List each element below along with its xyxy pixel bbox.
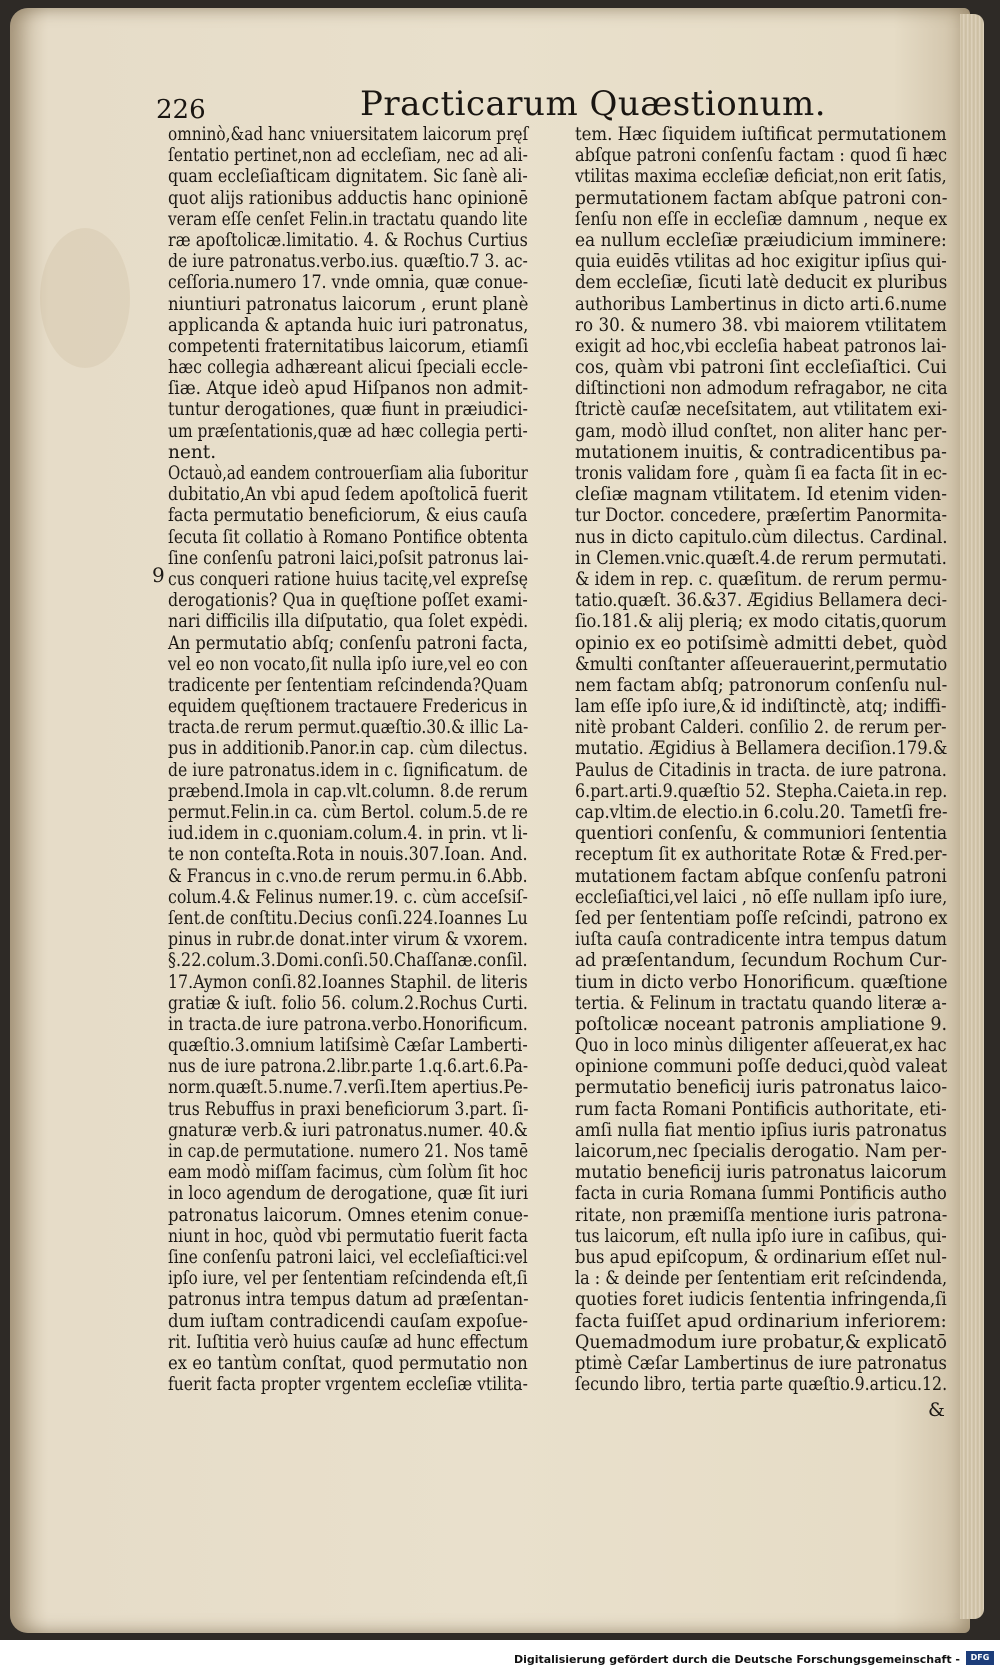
text-line: tertia. & Felinum in tractatu quando literæ a- [575, 992, 947, 1014]
text-line: §.22.colum.3.Domi.conſi.50.Chaſſanæ.conſil. [168, 950, 528, 972]
text-line: diſtinctioni non admodum refragabor, ne cita [575, 378, 948, 400]
text-line: ipſo iure, vel per ſententiam reſcindenda eſt,ſi [168, 1268, 528, 1290]
text-line: hæc collegia adhæreant alicui ſpeciali eccle- [168, 357, 529, 379]
text-line: gratiæ & iuſt. folio 56. colum.2.Rochus Curti. [168, 992, 528, 1014]
text-line: tracta.de rerum permut.quæſtio.30.& illic La- [168, 717, 529, 739]
text-line: pus in additionib.Panor.in cap. cùm dilectus. [168, 738, 528, 760]
text-line: tronis validam fore , quàm ſi ea facta ſit in ec- [575, 463, 948, 484]
page-stain [40, 228, 130, 368]
page-number: 226 [156, 95, 206, 125]
text-line: tatio.quæſt. 36.&37. Ægidius Bellamera deci- [575, 590, 948, 612]
text-line: patronatus laicorum. Omnes etenim conue- [168, 1204, 529, 1226]
text-line: iud.idem in c.quoniam.colum.4. in prin. vt li- [168, 823, 528, 845]
text-line: permutatio beneficij iuris patronatus laico- [575, 1077, 948, 1099]
text-line: Quo in loco minùs diligenter aſſeuerat,ex hac [575, 1035, 947, 1057]
text-line: lam eſſe ipſo iure,& id indiſtinctè, atq; indiffi- [575, 696, 947, 718]
margin-note-number: 9 [152, 563, 165, 587]
running-head: Practicarum Quæstionum. [360, 84, 827, 124]
footer-bar [0, 1640, 1000, 1675]
right-text-column [575, 124, 947, 1395]
text-line: permutationem factam abſque patroni con- [575, 187, 948, 209]
text-line: ſtrictè cauſæ neceſsitatem, aut vtilitatem exi- [575, 399, 948, 421]
text-line: competenti fraternitatibus laicorum, etiamſi [168, 335, 529, 357]
text-line: de iure patronatus.verbo.ius. quæſtio.7 3. ac- [168, 251, 528, 273]
text-line: tus laicorum, eſt nulla ipſo iure in caſibus, qui- [575, 1225, 947, 1247]
text-line: ſine conſenſu patroni laici,poſsit patronus lai- [168, 547, 529, 569]
text-line: bus apud epiſcopum, & ordinarium eſſet nul- [575, 1246, 947, 1268]
text-line: ſio.181.& alij plerią; ex modo citatis,quorum [575, 611, 947, 633]
text-line: abſque patroni conſenſu factam : quod ſi hæc [575, 145, 948, 167]
text-line: mutationem factam abſque conſenſu patroni [575, 865, 947, 887]
text-line: gam, modò illud conſtet, non aliter hanc per- [575, 420, 947, 442]
text-line: mutatio. Ægidius à Bellamera deciſion.179.& [575, 738, 948, 760]
text-line: iuſta cauſa contradicente intra tempus datum [575, 929, 947, 951]
left-text-column [168, 124, 528, 1395]
text-line: omninò,&ad hanc vniuersitatem laicorum pręſ [168, 124, 529, 145]
text-line: 6.part.arti.9.quæſtio 52. Stepha.Caieta.in rep. [575, 780, 948, 802]
text-line: facta permutatio beneficiorum, & eius cauſa [168, 505, 528, 527]
dfg-logo: DFG [966, 1651, 994, 1665]
text-line: facta fuiſſet apud ordinarium inferiorem: [575, 1310, 947, 1332]
text-line: An permutatio abſq; conſenſu patroni facta, [168, 632, 529, 654]
footer-credit: Digitalisierung gefördert durch die Deutsche Forschungsgemeinschaft - [513, 1653, 960, 1666]
text-line: quoties foret iudicis ſententia infringenda,ſi [575, 1289, 947, 1311]
text-line: 17.Aymon conſi.82.Ioannes Staphil. de literis [168, 971, 528, 993]
text-line: veram eſſe cenſet Felin.in tractatu quando lite [168, 208, 528, 230]
text-line: præbend.Imola in cap.vlt.column. 8.de rerum [168, 780, 528, 802]
text-line: ad præſentandum, ſecundum Rochum Cur- [575, 950, 947, 972]
text-line: tur Doctor. concedere, præſertim Panormita- [575, 505, 948, 527]
text-line: cleſiæ magnam vtilitatem. Id etenim viden- [575, 484, 947, 506]
text-line: opinio ex eo potiſsimè admitti debet, quòd [575, 632, 948, 654]
text-line: rit. Iuſtitia verò huius cauſæ ad hunc effectum [168, 1331, 529, 1353]
text-line: niunt in hoc, quòd vbi permutatio fuerit facta [168, 1225, 528, 1247]
text-line: in tracta.de iure patrona.verbo.Honorificum. [168, 1013, 528, 1035]
text-line: in Clemen.vnic.quæſt.4.de rerum permutati. [575, 547, 947, 569]
text-line: ex eo tantùm conſtat, quod permutatio non [168, 1352, 528, 1374]
text-line: quam eccleſiaſticam dignitatem. Sic ſanè ali- [168, 166, 528, 188]
text-line: applicanda & aptanda huic iuri patronatus, [168, 314, 529, 336]
text-line: tradicente per ſententiam reſcindenda?Quam [168, 674, 528, 696]
text-line: quot alijs rationibus adductis hanc opinionē [168, 187, 529, 209]
text-line: dum iuſtam contradicendi cauſam expoſue- [168, 1310, 528, 1332]
text-line: de iure patronatus.idem in c. ſignificatum. de [168, 759, 528, 781]
catchword: & [928, 1399, 945, 1421]
text-line: ſed per ſententiam poſſe reſcindi, patrono ex [575, 907, 948, 929]
text-line: nent. [168, 441, 217, 463]
text-line: Paulus de Citadinis in tracta. de iure patrona. [575, 759, 947, 781]
text-line: pinus in rubr.de donat.inter virum & vxorem. [168, 929, 528, 951]
text-line: amſi nulla fiat mentio ipſius iuris patronatus [575, 1119, 947, 1141]
text-line: ſentatio pertinet,non ad eccleſiam, nec ad ali- [168, 145, 528, 167]
text-line: authoribus Lambertinus in dicto arti.6.nume [575, 293, 947, 315]
text-line: nem factam abſq; patronorum conſenſu nul- [575, 674, 948, 696]
text-line: nari difficilis illa diſputatio, qua ſolet expėdi. [168, 611, 529, 633]
text-line: cap.vltim.de electio.in 6.colu.20. Tametſi fre- [575, 802, 948, 823]
text-line: quia euidēs vtilitas ad hoc exigitur ipſius qui- [575, 251, 947, 273]
text-line: dem eccleſiæ, ſicuti latè deducit ex pluribus [575, 272, 948, 294]
text-line: mutationem inuitis, & contradicentibus pa- [575, 441, 947, 463]
text-line: rum facta Romani Pontificis authoritate, eti- [575, 1098, 947, 1120]
text-line: permut.Felin.in ca. cùm Bertol. colum.5.de re [168, 802, 528, 823]
text-line: poſtolicæ noceant patronis ampliatione 9. [575, 1013, 948, 1035]
text-line: ſine conſenſu patroni laici, vel eccleſiaſtici:vel [168, 1246, 528, 1268]
text-line: mutatio beneficij iuris patronatus laicorum [575, 1162, 947, 1184]
text-line: te non conteſta.Rota in nouis.307.Ioan. And. [168, 844, 528, 866]
text-line: patronus intra tempus datum ad præſentan- [168, 1289, 529, 1311]
text-line: tuntur derogationes, quæ fiunt in præiudici- [168, 399, 528, 421]
text-line: Octauò,ad eandem controuerſiam alia ſuboritur [168, 463, 528, 484]
text-line: colum.4.& Felinus numer.19. c. cùm acceſsiſ- [168, 886, 528, 908]
text-line: niuntiuri patronatus laicorum , erunt planè [168, 293, 529, 315]
text-line: um præſentationis,quæ ad hæc collegia perti- [168, 420, 528, 442]
text-line: ptimè Cæſar Lambertinus de iure patronatus [575, 1352, 947, 1374]
text-line: exigit ad hoc,vbi eccleſia habeat patronos lai- [575, 335, 947, 357]
text-line: nus de iure patrona.2.libr.parte 1.q.6.art.6.Pa- [168, 1056, 529, 1078]
text-line: norm.quæſt.5.nume.7.verſi.Item apertius.Pe- [168, 1077, 529, 1099]
text-line: dubitatio,An vbi apud ſedem apoſtolicā fuerit [168, 484, 528, 506]
text-line: facta in curia Romana ſummi Pontificis autho [575, 1183, 947, 1205]
text-line: ſent.de conſtitu.Decius conſi.224.Ioannes Lu [168, 907, 528, 929]
text-line: Quemadmodum iure probatur,& explicatō [575, 1331, 947, 1353]
text-line: laicorum,nec ſpecialis derogatio. Nam per- [575, 1141, 947, 1162]
text-line: nus in dicto capitulo.cùm dilectus. Cardinal. [575, 526, 948, 548]
text-line: opinione communi poſſe deduci,quòd valeat [575, 1056, 948, 1078]
text-line: derogationis? Qua in quęſtione poſſet exami- [168, 590, 528, 612]
text-line: ea nullum eccleſiæ præiudicium imminere: [575, 229, 947, 251]
text-line: ceſſoria.numero 17. vnde omnia, quæ conue- [168, 272, 529, 294]
text-line: vel eo non vocato,ſit nulla ipſo iure,vel eo con [168, 653, 528, 675]
text-line: ritate, non præmiſſa mentione iuris patrona- [575, 1204, 948, 1226]
text-line: quæſtio.3.omnium latiſsimè Cæſar Lamberti- [168, 1035, 528, 1057]
text-line: fuerit facta propter vrgentem eccleſiæ vtilita- [168, 1374, 528, 1396]
text-line: ſenſu non eſſe in eccleſiæ damnum , neque ex [575, 208, 948, 230]
text-line: tem. Hæc ſiquidem iuſtificat permutationem [575, 124, 947, 145]
text-line: ro 30. & numero 38. vbi maiorem vtilitatem [575, 314, 947, 336]
text-line: receptum ſit ex authoritate Rotæ & Fred.per- [575, 844, 948, 866]
text-line: trus Rebuffus in praxi beneficiorum 3.part. ſi- [168, 1098, 529, 1120]
text-line: vtilitas maxima eccleſiæ deficiat,non erit ſatis, [575, 166, 947, 188]
text-line: nitè probant Calderi. conſilio 2. de rerum per- [575, 717, 947, 739]
text-line: ræ apoſtolicæ.limitatio. 4. & Rochus Curtius [168, 229, 528, 251]
text-line: in cap.de permutatione. numero 21. Nos tamē [168, 1141, 529, 1162]
text-line: eam modò miſſam facimus, cùm ſolùm ſit hoc [168, 1162, 528, 1184]
text-line: quentiori conſenſu, & communiori ſententia [575, 823, 948, 845]
text-line: in loco agendum de derogatione, quæ ſit iuri [168, 1183, 529, 1205]
text-line: equidem quęſtionem tractauere Fredericus in [168, 696, 528, 718]
text-line: tium in dicto verbo Honorificum. quæſtione [575, 971, 948, 993]
text-line: & Francus in c.vno.de rerum permu.in 6.Abb. [168, 865, 528, 887]
text-line: cus conqueri ratione huius tacitę,vel expreſsę [168, 568, 528, 590]
text-line: ſecuta ſit collatio à Romano Pontifice obtenta [168, 526, 529, 548]
text-line: ſecundo libro, tertia parte quæſtio.9.articu.12. [575, 1374, 948, 1396]
text-line: &multi conſtanter aſſeuerauerint,permutatio [575, 653, 948, 675]
page-edge [960, 14, 984, 1619]
text-line: la : & deinde per ſententiam erit reſcindenda, [575, 1268, 948, 1290]
text-line: gnaturæ verb.& iuri patronatus.numer. 40.& [168, 1119, 528, 1141]
text-line: eccleſiaſtici,vel laici , nō eſſe nullam ipſo iure, [575, 886, 948, 908]
text-line: ſiæ. Atque ideò apud Hiſpanos non admit- [168, 378, 529, 400]
text-line: & idem in rep. c. quæſitum. de rerum permu- [575, 568, 948, 590]
text-line: cos, quàm vbi patroni ſint eccleſiaſtici. Cui [575, 357, 947, 379]
